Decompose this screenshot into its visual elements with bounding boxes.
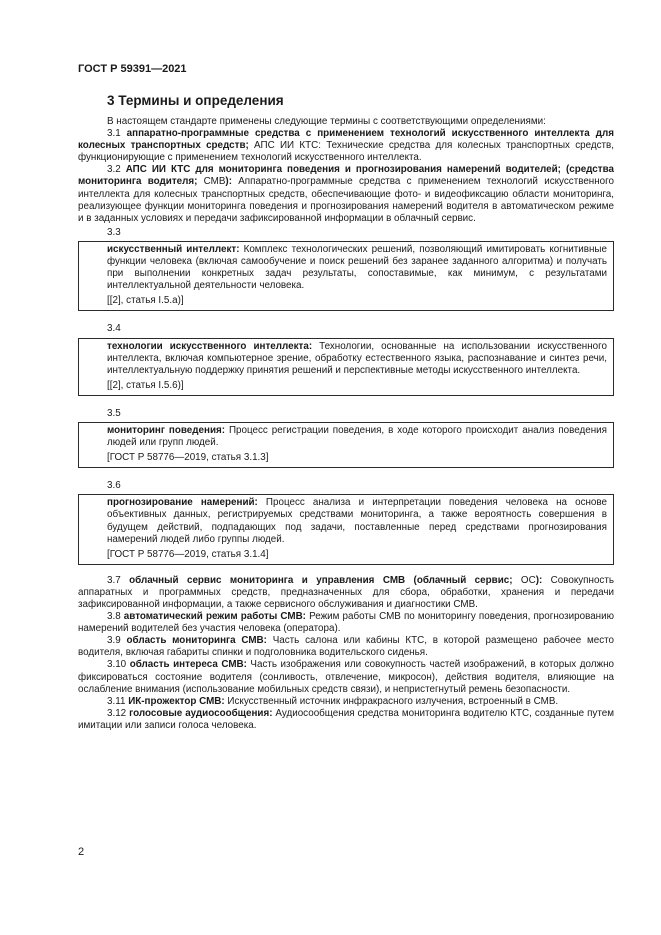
term-definition: АПС ИИ КТС: Технические средства для колесных транспортных средств, функционирующие с применением технологий искусственного интеллекта. <box>78 140 614 164</box>
section-title: 3 Термины и определения <box>107 93 284 108</box>
term-3-4 <box>107 341 607 377</box>
term-3-1 <box>78 128 614 164</box>
page-number: 2 <box>78 846 85 858</box>
term-number: 3.12 <box>107 707 127 719</box>
term-name: облачный сервис мониторинга и управления СМВ (облачный сервис; <box>129 574 513 586</box>
term-number: 3.9 <box>107 635 121 647</box>
term-number: 3.11 <box>107 695 126 707</box>
term-3-6 <box>107 497 607 545</box>
term-name: мониторинг поведения: <box>107 424 226 436</box>
term-box-3-3 <box>78 241 614 311</box>
term-number-3-6: 3.6 <box>107 480 121 492</box>
term-name: АПС ИИ КТС для мониторинга поведения и прогнозирования намерений водителей; (средства мониторинга водителя; <box>78 164 614 188</box>
term-3-5 <box>107 425 607 449</box>
term-name: голосовые аудиосообщения: <box>129 707 273 719</box>
term-name: прогнозирование намерений: <box>107 497 258 509</box>
term-number-3-5: 3.5 <box>107 407 121 419</box>
term-3-2 <box>78 164 614 224</box>
term-number: 3.10 <box>107 659 127 671</box>
term-number: 3.7 <box>107 574 121 586</box>
term-3-9 <box>78 635 614 659</box>
term-name: автоматический режим работы СМВ: <box>123 611 306 623</box>
term-number: 3.1 <box>107 128 121 140</box>
term-box-3-4 <box>78 338 614 396</box>
term-abbreviation: СМВ <box>197 176 226 188</box>
term-box-3-6 <box>78 494 614 564</box>
standard-header: ГОСТ Р 59391—2021 <box>78 63 187 75</box>
term-definition: Процесс регистрации поведения, в ходе которого происходит анализ поведения людей или групп людей. <box>107 424 607 449</box>
document-body <box>78 116 614 732</box>
intro-paragraph: В настоящем стандарте применены следующие термины с соответствующими определениями: <box>107 116 546 127</box>
term-source: [[2], статья I.5.6)] <box>107 379 184 391</box>
term-name: область интереса СМВ: <box>129 659 247 671</box>
term-source: [ГОСТ Р 58776—2019, статья 3.1.4] <box>107 548 269 560</box>
term-definition: Совокупность аппаратных и программных средств, предназначенных для сбора, обработки, хранения и передачи зафиксированной информации, а также сервисного обслуживания и диагностики СМВ. <box>78 574 614 610</box>
term-name-end: ): <box>225 176 232 188</box>
term-name: технологии искусственного интеллекта: <box>107 340 313 352</box>
term-name-end: ): <box>535 574 543 586</box>
term-3-12 <box>78 708 614 732</box>
term-3-10 <box>78 659 614 695</box>
term-definition: Процесс анализа и интерпретации поведения человека на основе объективных данных, регистрируемых средствами мониторинга, а также вероятность совершения в будущем действий, подпадающих под задачи, поставленные перед средствами прогнозирования намерений людей либо группы людей. <box>107 497 607 545</box>
term-definition: Часть изображения или совокупность частей изображений, в которых должно фиксироваться состояние водителя (сонливость, отвлечение, микросон), действия водителя, влияющие на ослабление внимания (использование мобильных средств связи), и непристегнутый ремень безопасности. <box>78 659 614 695</box>
term-name: область мониторинга СМВ: <box>126 635 267 647</box>
term-number-3-4: 3.4 <box>107 323 121 335</box>
term-source: [ГОСТ Р 58776—2019, статья 3.1.3] <box>107 452 269 464</box>
term-name: ИК-прожектор СМВ: <box>128 695 225 707</box>
term-number: 3.2 <box>107 164 121 176</box>
term-name: искусственный интеллект: <box>107 243 240 255</box>
term-3-11 <box>78 696 614 708</box>
term-number: 3.8 <box>107 611 121 623</box>
term-definition: Комплекс технологических решений, позволяющий имитировать когнитивные функции человека (включая самообучение и поиск решений без заранее заданного алгоритма) и получать при выполнении конкретных задач результаты, сопоставимые, как минимум, с результатами интеллектуальной деятельности человека. <box>107 243 607 292</box>
term-3-8 <box>78 611 614 635</box>
term-definition: Аппаратно-программные средства с применением технологий искусственного интеллекта для колесных транспортных средств, обеспечивающие фото- и видеофиксацию области мониторинга, реализующее функции мониторинга поведения и прогнозирования намерений водителя в автоматическом режиме и в заданных условиях и передачи зафиксированной информации в облачный сервис. <box>78 176 614 224</box>
term-number-3-3: 3.3 <box>107 226 121 238</box>
term-box-3-5 <box>78 422 614 468</box>
term-definition: Технологии, основанные на использовании искусственного интеллекта, включая компьютерное зрение, обработку естественного языка, распознавание и синтез речи, интеллектуальную поддержку принятия решений и перспективные методы искусственного интеллекта. <box>107 340 607 376</box>
term-3-3 <box>107 244 607 292</box>
term-definition: Аудиосообщения средства мониторинга водителю КТС, созданные путем имитации или записи голоса человека. <box>78 707 614 731</box>
term-abbreviation: ОС <box>512 574 536 586</box>
term-3-7 <box>78 575 614 611</box>
term-name: аппаратно-программные средства с применением технологий искусственного интеллекта для колесных транспортных средств; <box>78 128 614 152</box>
term-definition: Искусственный источник инфракрасного излучения, встроенный в СМВ. <box>224 695 559 707</box>
term-definition: Часть салона или кабины КТС, в которой размещено рабочее место водителя, включая габариты спинки и подголовника водительского сиденья. <box>78 635 614 659</box>
term-source: [[2], статья I.5.a)] <box>107 295 184 307</box>
term-definition: Режим работы СМВ по мониторингу поведения, прогнозированию намерений водителей без участия человека (оператора). <box>78 611 614 635</box>
